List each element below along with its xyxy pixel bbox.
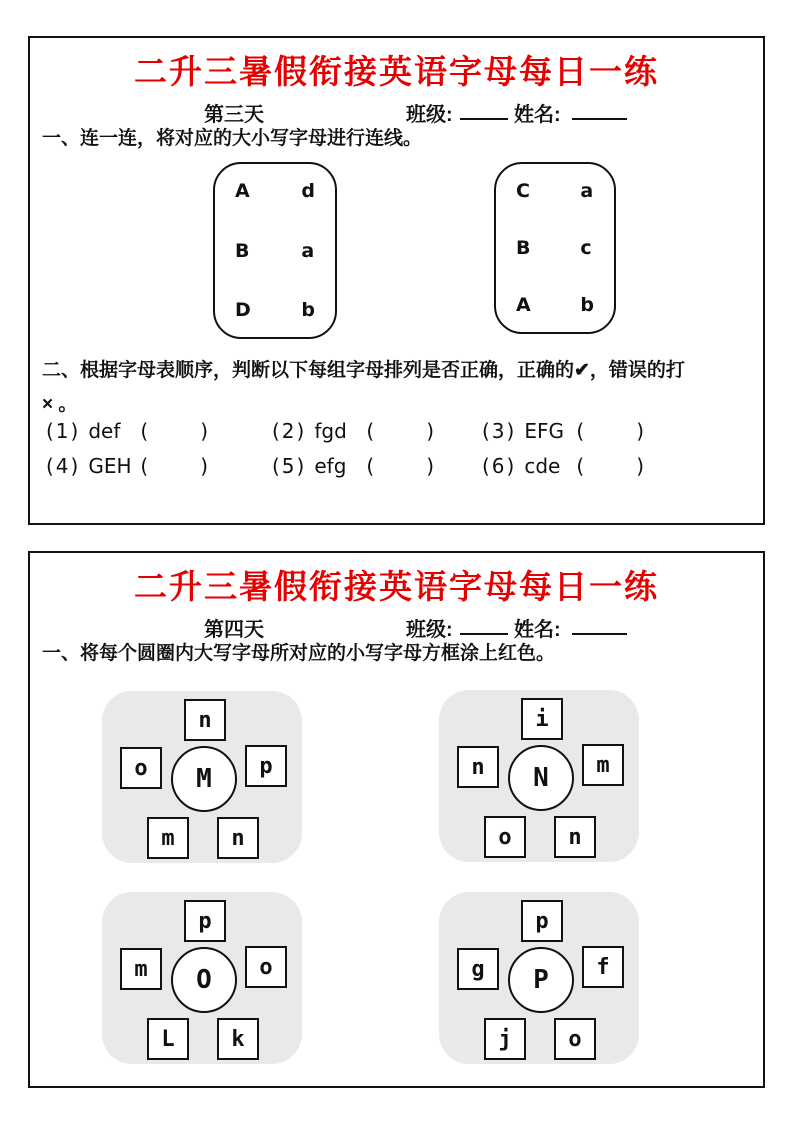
answer-blank[interactable]: ( ) xyxy=(140,454,211,478)
item-letters: def xyxy=(88,419,121,443)
item-number: (5) xyxy=(272,454,307,478)
judge-row-1 xyxy=(30,419,763,449)
answer-blank[interactable]: ( ) xyxy=(576,419,647,443)
letter-square[interactable]: o xyxy=(120,747,162,789)
judge-item-2 xyxy=(272,419,436,443)
item-number: (6) xyxy=(482,454,517,478)
judge-item-1 xyxy=(46,419,210,443)
letter-square[interactable]: n xyxy=(457,746,499,788)
header-row xyxy=(30,96,763,124)
letter-square[interactable]: n xyxy=(184,699,226,741)
judge-item-5 xyxy=(272,454,436,478)
letter-square[interactable]: m xyxy=(147,817,189,859)
letter-square[interactable]: i xyxy=(521,698,563,740)
match-letter-A[interactable]: A xyxy=(235,180,250,202)
name-label: 姓名: xyxy=(514,619,561,641)
letter-square[interactable]: p xyxy=(245,745,287,787)
answer-blank[interactable]: ( ) xyxy=(366,419,437,443)
class-blank[interactable] xyxy=(460,615,508,635)
letter-panel-O xyxy=(102,892,302,1064)
uppercase-column xyxy=(235,180,251,321)
match-letter-b[interactable]: b xyxy=(301,299,315,321)
match-letter-a[interactable]: a xyxy=(301,239,315,262)
letter-square[interactable]: g xyxy=(457,948,499,990)
uppercase-circle: P xyxy=(508,947,574,1013)
match-letter-d[interactable]: d xyxy=(301,180,315,202)
item-letters: efg xyxy=(314,454,347,478)
item-letters: EFG xyxy=(524,419,564,443)
letter-square[interactable]: p xyxy=(184,900,226,942)
uppercase-circle: N xyxy=(508,745,574,811)
class-label: 班级: xyxy=(406,619,453,641)
answer-blank[interactable]: ( ) xyxy=(140,419,211,443)
day-label: 第四天 xyxy=(204,619,264,641)
item-number: (3) xyxy=(482,419,517,443)
letter-square[interactable]: o xyxy=(245,946,287,988)
lowercase-column xyxy=(580,180,594,316)
letter-square[interactable]: o xyxy=(554,1018,596,1060)
worksheet-page-day4 xyxy=(28,551,765,1088)
uppercase-circle: O xyxy=(171,947,237,1013)
match-letter-B[interactable]: B xyxy=(235,239,250,262)
item-letters: fgd xyxy=(314,419,347,443)
letter-square[interactable]: o xyxy=(484,816,526,858)
worksheet-page-day3 xyxy=(28,36,765,525)
item-letters: GEH xyxy=(88,454,132,478)
worksheet-title: 二升三暑假衔接英语字母每日一练 xyxy=(134,53,659,90)
class-label: 班级: xyxy=(406,104,453,126)
match-letter-a[interactable]: a xyxy=(580,180,594,202)
letter-square[interactable]: L xyxy=(147,1018,189,1060)
judge-item-6 xyxy=(482,454,646,478)
item-number: (4) xyxy=(46,454,81,478)
match-letter-c[interactable]: c xyxy=(580,237,592,259)
lowercase-column xyxy=(301,180,315,321)
section2-instruction-line1: 二、根据字母表顺序，判断以下每组字母排列是否正确，正确的✔，错误的打 xyxy=(42,360,685,381)
answer-blank[interactable]: ( ) xyxy=(366,454,437,478)
letter-panel-M xyxy=(102,691,302,863)
name-blank[interactable] xyxy=(572,100,627,120)
match-letter-D[interactable]: D xyxy=(235,299,251,321)
match-box-2 xyxy=(494,162,616,334)
letter-square[interactable]: n xyxy=(217,817,259,859)
match-letter-C[interactable]: C xyxy=(516,180,530,202)
letter-panel-N xyxy=(439,690,639,862)
name-blank[interactable] xyxy=(572,615,627,635)
uppercase-column xyxy=(516,180,531,316)
match-letter-b[interactable]: b xyxy=(580,294,594,316)
match-letter-B[interactable]: B xyxy=(516,237,531,259)
item-letters: cde xyxy=(524,454,561,478)
uppercase-circle: M xyxy=(171,746,237,812)
answer-blank[interactable]: ( ) xyxy=(576,454,647,478)
item-number: (1) xyxy=(46,419,81,443)
match-box-1 xyxy=(213,162,337,339)
worksheet-title: 二升三暑假衔接英语字母每日一练 xyxy=(134,568,659,605)
judge-item-4 xyxy=(46,454,210,478)
letter-square[interactable]: j xyxy=(484,1018,526,1060)
letter-square[interactable]: m xyxy=(120,948,162,990)
judge-item-3 xyxy=(482,419,646,443)
section1-instruction: 一、将每个圆圈内大写字母所对应的小写字母方框涂上红色。 xyxy=(42,643,556,664)
item-number: (2) xyxy=(272,419,307,443)
section1-instruction: 一、连一连，将对应的大小写字母进行连线。 xyxy=(42,128,423,149)
letter-square[interactable]: f xyxy=(582,946,624,988)
section2-instruction-line2: × 。 xyxy=(42,394,78,415)
name-label: 姓名: xyxy=(514,104,561,126)
letter-square[interactable]: n xyxy=(554,816,596,858)
class-blank[interactable] xyxy=(460,100,508,120)
judge-row-2 xyxy=(30,454,763,484)
letter-square[interactable]: m xyxy=(582,744,624,786)
day-label: 第三天 xyxy=(204,104,264,126)
header-row xyxy=(30,611,763,639)
letter-square[interactable]: p xyxy=(521,900,563,942)
letter-panel-P xyxy=(439,892,639,1064)
letter-square[interactable]: k xyxy=(217,1018,259,1060)
match-letter-A[interactable]: A xyxy=(516,294,531,316)
